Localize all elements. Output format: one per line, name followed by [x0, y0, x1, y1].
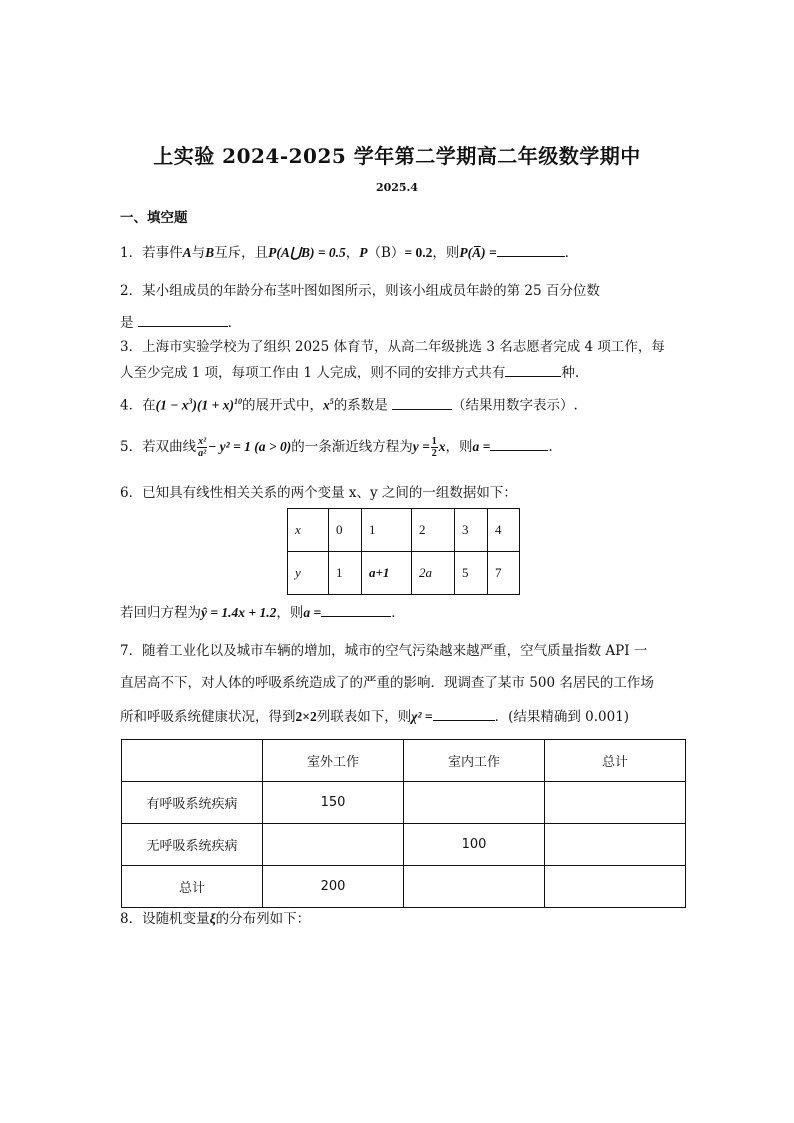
table-cell: 5: [455, 552, 488, 595]
table-cell: 0: [329, 509, 362, 552]
table-cell: [545, 782, 686, 824]
table-cell: a+1: [362, 552, 412, 595]
answer-blank: [138, 312, 228, 327]
answer-blank: [433, 706, 495, 721]
question-2: 2．某小组成员的年龄分布茎叶图如图所示，则该小组成员年龄的第 25 百分位数: [120, 283, 600, 299]
answer-blank: [497, 242, 565, 257]
table-header: 总计: [545, 740, 686, 782]
question-7-cont: 直居高不下，对人体的呼吸系统造成了的严重的影响．现调查了某市 500 名居民的工作场: [120, 675, 654, 691]
question-1: 1．若事件A与B互斥，且P(A⋃B) = 0.5，P（B）= 0.2，则P(A̅) = ．: [120, 242, 578, 263]
table-cell: 100: [404, 824, 545, 866]
question-6: 6．已知具有线性相关关系的两个变量 x、y 之间的一组数据如下：: [120, 485, 517, 501]
table-cell: [545, 824, 686, 866]
answer-blank: [392, 395, 452, 410]
table-header: 室内工作: [404, 740, 545, 782]
answer-blank: [490, 436, 548, 451]
table-cell: 2: [412, 509, 455, 552]
question-3-cont: 人至少完成 1 项，每项工作由 1 人完成，则不同的安排方式共有 种.: [120, 362, 579, 383]
table-cell: y: [288, 552, 329, 595]
table-row: [288, 509, 520, 552]
table-cell: 7: [488, 552, 520, 595]
table-row: [122, 866, 686, 908]
table-cell: 2a: [412, 552, 455, 595]
table-cell: 1: [362, 509, 412, 552]
table-cell: [545, 866, 686, 908]
table-header: 室外工作: [263, 740, 404, 782]
question-7: 7．随着工业化以及城市车辆的增加，城市的空气污染越来越严重，空气质量指数 API 一: [120, 643, 648, 659]
table-cell: [404, 782, 545, 824]
table-row: [288, 552, 520, 595]
section-heading: 一、填空题: [120, 210, 188, 226]
question-6-regression: 若回归方程为ŷ = 1.4x + 1.2，则a = ．: [120, 602, 405, 623]
table-cell: 1: [329, 552, 362, 595]
contingency-table: [121, 739, 686, 908]
table-cell: 总计: [122, 866, 263, 908]
page-title: 上实验 2024-2025 学年第二学期高二年级数学期中: [153, 144, 641, 168]
table-cell: [263, 824, 404, 866]
table-row: [122, 824, 686, 866]
question-8: 8．设随机变量ξ的分布列如下：: [120, 911, 311, 927]
table-cell: 150: [263, 782, 404, 824]
fraction: $\frac{\text{x²}}{\text{a²}}$: [198, 436, 207, 459]
data-table-xy: [287, 508, 520, 595]
question-7-cont2: 所和呼吸系统健康状况，得到2×2列联表如下，则χ² = ．(结果精确到 0.001): [120, 706, 629, 727]
table-cell: 有呼吸系统疾病: [122, 782, 263, 824]
fraction: $\frac{1}{2}$: [431, 436, 437, 459]
table-cell: [404, 866, 545, 908]
table-cell: 3: [455, 509, 488, 552]
question-5: 5．若双曲线 $\frac{\text{x²}}{\text{a²}}$ − y² = 1 (a > 0)的一条渐近线方程为y = $\frac{1}{2}$ x，则a = .: [120, 436, 553, 459]
table-cell: x: [288, 509, 329, 552]
table-cell: 4: [488, 509, 520, 552]
table-cell: 200: [263, 866, 404, 908]
question-4: 4．在$(1 - x^3)(1 + x)^{10}$的展开式中，$x^5$的系数是 （结果用数字表示）.: [120, 392, 578, 416]
question-3: 3．上海市实验学校为了组织 2025 体育节，从高二年级挑选 3 名志愿者完成 4 项工作，每: [120, 339, 665, 355]
table-cell: 无呼吸系统疾病: [122, 824, 263, 866]
question-2-cont: 是 ．: [120, 312, 241, 333]
answer-blank: [321, 602, 391, 617]
table-header: [122, 740, 263, 782]
table-row: [122, 782, 686, 824]
answer-blank: [505, 362, 561, 377]
exam-date: 2025.4: [375, 181, 419, 194]
table-header-row: [122, 740, 686, 782]
